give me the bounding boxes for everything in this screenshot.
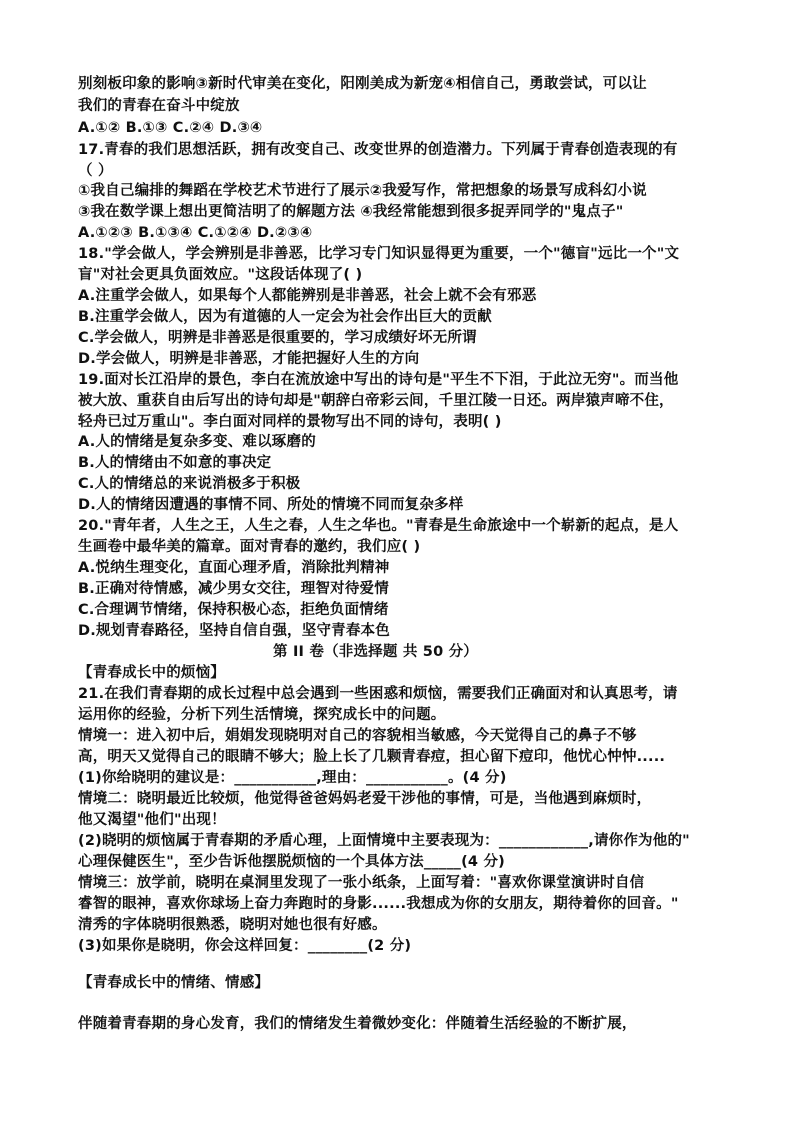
text-line: 睿智的眼神，喜欢你球场上奋力奔跑时的身影......我想成为你的女朋友，期待着你的回音。" bbox=[78, 896, 679, 912]
scenario-2: 情境二：晓明最近比较烦，他觉得爸爸妈妈老爱干涉他的事情，可是，当他遇到麻烦时， bbox=[78, 791, 652, 807]
question-21: 21.在我们青春期的成长过程中总会遇到一些困惑和烦恼，需要我们正确面对和认真思考，请 bbox=[78, 686, 678, 702]
text-line: 被大放、重获自由后写出的诗句却是"朝辞白帝彩云间，千里江陵一日还。两岸猿声啼不住， bbox=[78, 393, 674, 409]
option-b: B.注重学会做人，因为有道德的人一定会为社会作出巨大的贡献 bbox=[78, 309, 492, 325]
scenario-3: 情境三：放学前，晓明在桌洞里发现了一张小纸条，上面写着："喜欢你课堂演讲时自信 bbox=[78, 875, 645, 891]
question-20: 20."青年者，人生之王，人生之春，人生之华也。"青春是生命旅途中一个崭新的起点，是人 bbox=[78, 518, 679, 534]
option-a: A.注重学会做人，如果每个人都能辨别是非善恶，社会上就不会有邪恶 bbox=[78, 288, 537, 304]
text-line: 盲"对社会更具负面效应。"这段话体现了( ) bbox=[78, 267, 363, 283]
option-b: B.人的情绪由不如意的事决定 bbox=[78, 455, 272, 471]
option-d: D.人的情绪因遭遇的事情不同、所处的情境不同而复杂多样 bbox=[78, 497, 464, 513]
option-line: A.①②③ B.①③④ C.①②④ D.②③④ bbox=[78, 225, 313, 241]
text-line: ①我自己编排的舞蹈在学校艺术节进行了展示②我爱写作，常把想象的场景写成科幻小说 bbox=[78, 183, 647, 199]
text-line: 清秀的字体晓明很熟悉，晓明对她也很有好感。 bbox=[78, 917, 387, 933]
section-heading: 第 II 卷（非选择题 共 50 分） bbox=[273, 644, 479, 660]
option-line: A.①② B.①③ C.②④ D.③④ bbox=[78, 120, 263, 136]
question-19: 19.面对长江沿岸的景色，李白在流放途中写出的诗句是"平生不下泪，于此泣无穷"。而当他 bbox=[78, 372, 679, 388]
sub-question-3: (3)如果你是晓明，你会这样回复：________(2 分) bbox=[78, 938, 412, 954]
text-line: ③我在数学课上想出更简洁明了的解题方法 ④我经常能想到很多捉弄同学的"鬼点子" bbox=[78, 204, 624, 220]
text-line: 伴随着青春期的身心发育，我们的情绪发生着微妙变化：伴随着生活经验的不断扩展， bbox=[78, 1016, 637, 1032]
text-line: 运用你的经验，分析下列生活情境，探究成长中的问题。 bbox=[78, 707, 446, 723]
option-d: D.学会做人，明辨是非善恶，才能把握好人生的方向 bbox=[78, 351, 420, 367]
text-line: 心理保健医生"，至少告诉他摆脱烦恼的一个具体方法_____(4 分) bbox=[78, 854, 505, 870]
question-17: 17.青春的我们思想活跃，拥有改变自己、改变世界的创造潜力。下列属于青春创造表现的有 bbox=[78, 142, 678, 158]
text-line: 他又渴望"他们"出现！ bbox=[78, 812, 226, 828]
topic-heading: 【青春成长中的情绪、情感】 bbox=[78, 975, 270, 991]
text-line: 别刻板印象的影响③新时代审美在变化，阳刚美成为新宠④相信自己，勇敢尝试，可以让 bbox=[78, 76, 647, 92]
sub-question-2: (2)晓明的烦恼属于青春期的矛盾心理，上面情境中主要表现为：____________,请你作为他的" bbox=[78, 833, 690, 849]
text-line: 我们的青春在奋斗中绽放 bbox=[78, 98, 240, 114]
option-a: A.人的情绪是复杂多变、难以琢磨的 bbox=[78, 434, 316, 450]
option-c: C.人的情绪总的来说消极多于积极 bbox=[78, 476, 301, 492]
scenario-1: 情境一：进入初中后，娟娟发现晓明对自己的容貌相当敏感，今天觉得自己的鼻子不够 bbox=[78, 728, 637, 744]
option-b: B.正确对待情感，减少男女交往，理智对待爱情 bbox=[78, 581, 389, 597]
text-line: （ ） bbox=[78, 163, 113, 179]
option-c: C.学会做人，明辨是非善恶是很重要的，学习成绩好坏无所谓 bbox=[78, 330, 477, 346]
option-d: D.规划青春路径，坚持自信自强，坚守青春本色 bbox=[78, 623, 390, 639]
sub-question-1: (1)你给晓明的建议是：___________,理由：___________。(4 分) bbox=[78, 770, 507, 786]
text-line: 生画卷中最华美的篇章。面对青春的邀约，我们应( ) bbox=[78, 539, 421, 555]
option-a: A.悦纳生理变化，直面心理矛盾，消除批判精神 bbox=[78, 560, 390, 576]
question-18: 18."学会做人，学会辨别是非善恶，比学习专门知识显得更为重要，一个"德盲"远比一个"文 bbox=[78, 246, 680, 262]
topic-heading: 【青春成长中的烦恼】 bbox=[78, 665, 225, 681]
text-line: 轻舟已过万重山"。李白面对同样的景物写出不同的诗句，表明( ) bbox=[78, 414, 502, 430]
text-line: 高，明天又觉得自己的眼睛不够大；脸上长了几颗青春痘，担心留下痘印，他忧心忡忡..... bbox=[78, 749, 666, 765]
option-c: C.合理调节情绪，保持积极心态，拒绝负面情绪 bbox=[78, 602, 389, 618]
